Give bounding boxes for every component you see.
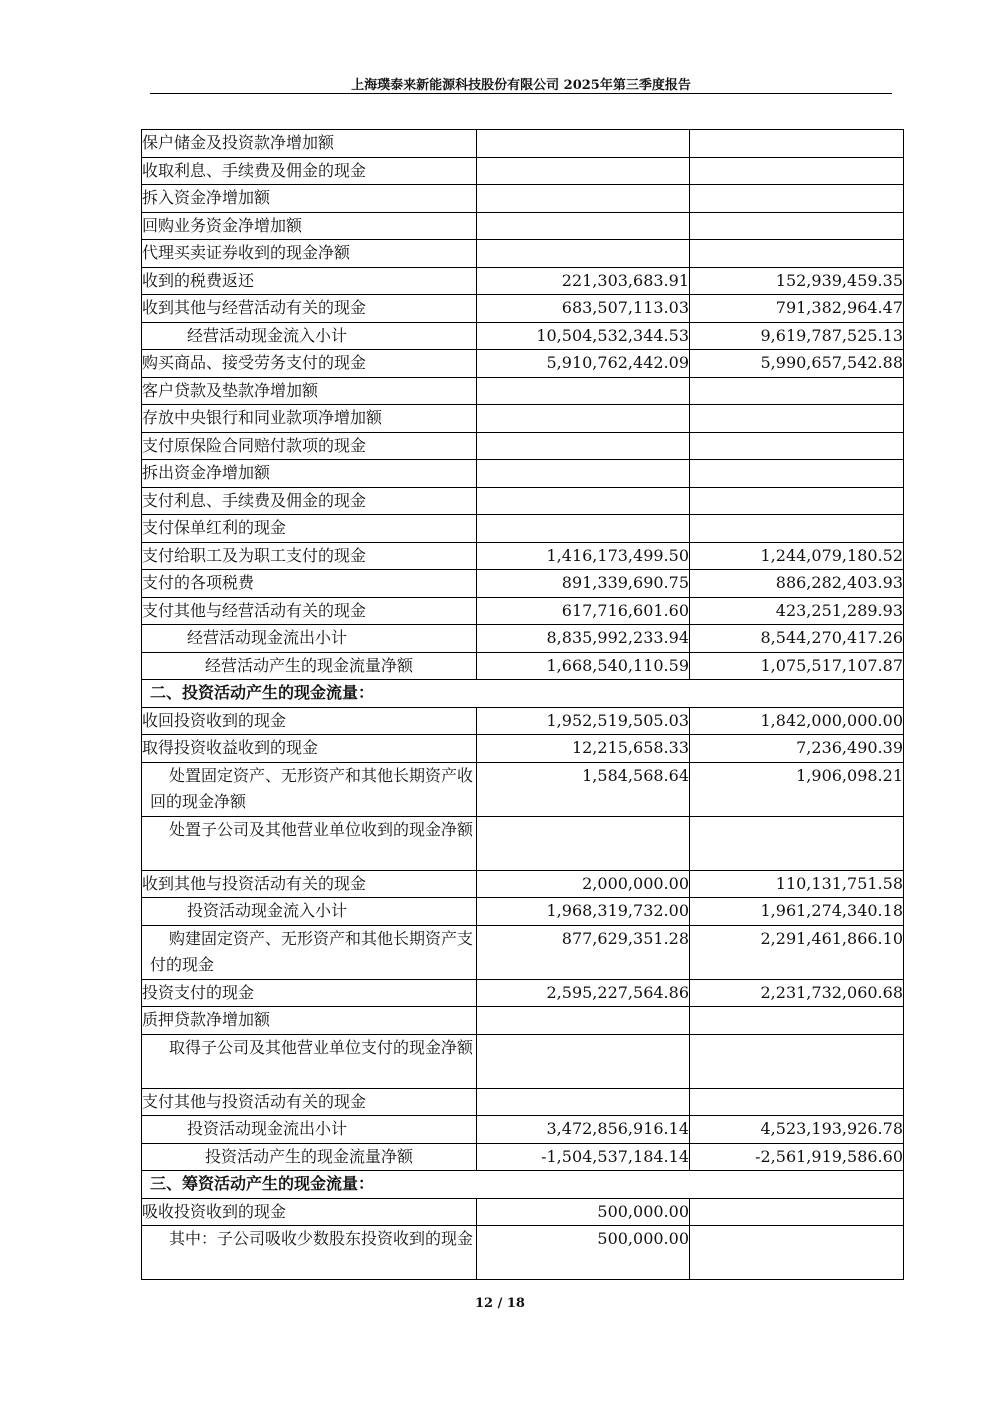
current-period-value <box>477 1088 690 1116</box>
subtotal-row <box>142 625 904 653</box>
current-period-value: 683,507,113.03 <box>477 295 690 323</box>
row-label: 吸收投资收到的现金 <box>142 1198 477 1226</box>
row-label: 支付利息、手续费及佣金的现金 <box>142 487 477 515</box>
prior-period-value: 1,244,079,180.52 <box>690 542 904 570</box>
row-label: 拆入资金净增加额 <box>142 185 477 213</box>
row-label: 投资活动产生的现金流量净额 <box>142 1143 477 1171</box>
prior-period-value: 1,961,274,340.18 <box>690 898 904 926</box>
row-label: 处置固定资产、无形资产和其他长期资产收回的现金净额 <box>142 762 477 816</box>
current-period-value <box>477 1007 690 1035</box>
header-rule <box>150 93 892 94</box>
prior-period-value: -2,561,919,586.60 <box>690 1143 904 1171</box>
table-row <box>142 570 904 598</box>
row-label: 支付其他与经营活动有关的现金 <box>142 597 477 625</box>
prior-period-value <box>690 157 904 185</box>
prior-period-value <box>690 487 904 515</box>
table-row <box>142 762 904 816</box>
table-row <box>142 350 904 378</box>
row-label: 购买商品、接受劳务支付的现金 <box>142 350 477 378</box>
prior-period-value <box>690 1088 904 1116</box>
table-row <box>142 870 904 898</box>
table-row <box>142 487 904 515</box>
prior-period-value: 791,382,964.47 <box>690 295 904 323</box>
current-period-value <box>477 405 690 433</box>
current-period-value: 10,504,532,344.53 <box>477 322 690 350</box>
current-period-value: 221,303,683.91 <box>477 267 690 295</box>
prior-period-value <box>690 377 904 405</box>
current-period-value: 1,668,540,110.59 <box>477 652 690 680</box>
prior-period-value <box>690 432 904 460</box>
row-label: 保户储金及投资款净增加额 <box>142 130 477 158</box>
row-label: 处置子公司及其他营业单位收到的现金净额 <box>142 816 477 870</box>
current-period-value <box>477 487 690 515</box>
row-label: 支付给职工及为职工支付的现金 <box>142 542 477 570</box>
current-period-value: 12,215,658.33 <box>477 735 690 763</box>
current-period-value <box>477 1034 690 1088</box>
current-period-value <box>477 157 690 185</box>
table-row <box>142 267 904 295</box>
current-period-value: 1,584,568.64 <box>477 762 690 816</box>
prior-period-value: 1,842,000,000.00 <box>690 707 904 735</box>
prior-period-value: 423,251,289.93 <box>690 597 904 625</box>
row-label: 投资活动现金流出小计 <box>142 1116 477 1144</box>
row-label: 客户贷款及垫款净增加额 <box>142 377 477 405</box>
current-period-value: 891,339,690.75 <box>477 570 690 598</box>
row-label: 支付保单红利的现金 <box>142 515 477 543</box>
section-header-row <box>142 1171 904 1199</box>
prior-period-value <box>690 1034 904 1088</box>
current-period-value <box>477 432 690 460</box>
net-total-row <box>142 1143 904 1171</box>
row-label: 投资活动现金流入小计 <box>142 898 477 926</box>
row-label: 经营活动现金流入小计 <box>142 322 477 350</box>
row-label: 收回投资收到的现金 <box>142 707 477 735</box>
section-header-row <box>142 680 904 708</box>
prior-period-value: 1,075,517,107.87 <box>690 652 904 680</box>
row-label: 拆出资金净增加额 <box>142 460 477 488</box>
prior-period-value <box>690 185 904 213</box>
prior-period-value: 152,939,459.35 <box>690 267 904 295</box>
page-number: 12 / 18 <box>475 1296 525 1311</box>
table-row <box>142 185 904 213</box>
subtotal-row <box>142 898 904 926</box>
prior-period-value: 9,619,787,525.13 <box>690 322 904 350</box>
prior-period-value <box>690 1226 904 1280</box>
row-label: 收到其他与经营活动有关的现金 <box>142 295 477 323</box>
prior-period-value <box>690 405 904 433</box>
table-row <box>142 212 904 240</box>
prior-period-value: 4,523,193,926.78 <box>690 1116 904 1144</box>
row-label: 投资支付的现金 <box>142 979 477 1007</box>
table-row <box>142 1226 904 1280</box>
row-label: 收取利息、手续费及佣金的现金 <box>142 157 477 185</box>
row-label: 支付原保险合同赔付款项的现金 <box>142 432 477 460</box>
row-label: 回购业务资金净增加额 <box>142 212 477 240</box>
current-period-value: 1,968,319,732.00 <box>477 898 690 926</box>
current-period-value: 1,952,519,505.03 <box>477 707 690 735</box>
row-label: 质押贷款净增加额 <box>142 1007 477 1035</box>
row-label: 收到其他与投资活动有关的现金 <box>142 870 477 898</box>
table-row <box>142 157 904 185</box>
current-period-value: 500,000.00 <box>477 1198 690 1226</box>
cash-flow-table <box>141 129 904 1280</box>
table-row <box>142 515 904 543</box>
table-row <box>142 130 904 158</box>
row-label: 经营活动产生的现金流量净额 <box>142 652 477 680</box>
prior-period-value <box>690 816 904 870</box>
row-label: 购建固定资产、无形资产和其他长期资产支付的现金 <box>142 925 477 979</box>
current-period-value: 3,472,856,916.14 <box>477 1116 690 1144</box>
current-period-value: -1,504,537,184.14 <box>477 1143 690 1171</box>
current-period-value <box>477 240 690 268</box>
prior-period-value <box>690 515 904 543</box>
prior-period-value <box>690 1198 904 1226</box>
current-period-value: 8,835,992,233.94 <box>477 625 690 653</box>
table-row <box>142 707 904 735</box>
row-label: 支付的各项税费 <box>142 570 477 598</box>
row-label: 取得子公司及其他营业单位支付的现金净额 <box>142 1034 477 1088</box>
current-period-value: 617,716,601.60 <box>477 597 690 625</box>
table-row <box>142 1198 904 1226</box>
current-period-value <box>477 185 690 213</box>
prior-period-value: 7,236,490.39 <box>690 735 904 763</box>
table-row <box>142 816 904 870</box>
current-period-value <box>477 816 690 870</box>
current-period-value: 2,595,227,564.86 <box>477 979 690 1007</box>
row-label: 收到的税费返还 <box>142 267 477 295</box>
current-period-value <box>477 515 690 543</box>
current-period-value <box>477 377 690 405</box>
row-label: 其中：子公司吸收少数股东投资收到的现金 <box>142 1226 477 1280</box>
current-period-value <box>477 212 690 240</box>
current-period-value: 1,416,173,499.50 <box>477 542 690 570</box>
prior-period-value: 2,231,732,060.68 <box>690 979 904 1007</box>
row-label: 经营活动现金流出小计 <box>142 625 477 653</box>
row-label: 取得投资收益收到的现金 <box>142 735 477 763</box>
table-row <box>142 925 904 979</box>
net-total-row <box>142 652 904 680</box>
prior-period-value <box>690 240 904 268</box>
current-period-value: 5,910,762,442.09 <box>477 350 690 378</box>
prior-period-value: 8,544,270,417.26 <box>690 625 904 653</box>
page-header: 上海璞泰来新能源科技股份有限公司 2025年第三季度报告 <box>351 78 691 93</box>
row-label: 存放中央银行和同业款项净增加额 <box>142 405 477 433</box>
table-row <box>142 240 904 268</box>
prior-period-value <box>690 460 904 488</box>
prior-period-value <box>690 130 904 158</box>
prior-period-value: 1,906,098.21 <box>690 762 904 816</box>
table-row <box>142 432 904 460</box>
table-row <box>142 405 904 433</box>
table-row <box>142 460 904 488</box>
table-row <box>142 1088 904 1116</box>
table-row <box>142 597 904 625</box>
row-label: 代理买卖证券收到的现金净额 <box>142 240 477 268</box>
table-row <box>142 377 904 405</box>
subtotal-row <box>142 322 904 350</box>
table-row <box>142 542 904 570</box>
current-period-value <box>477 460 690 488</box>
current-period-value: 2,000,000.00 <box>477 870 690 898</box>
prior-period-value: 110,131,751.58 <box>690 870 904 898</box>
table-row <box>142 979 904 1007</box>
subtotal-row <box>142 1116 904 1144</box>
prior-period-value: 2,291,461,866.10 <box>690 925 904 979</box>
table-row <box>142 1034 904 1088</box>
table-row <box>142 295 904 323</box>
table-row <box>142 1007 904 1035</box>
prior-period-value <box>690 1007 904 1035</box>
row-label: 支付其他与投资活动有关的现金 <box>142 1088 477 1116</box>
current-period-value: 500,000.00 <box>477 1226 690 1280</box>
current-period-value <box>477 130 690 158</box>
current-period-value: 877,629,351.28 <box>477 925 690 979</box>
section-title: 三、筹资活动产生的现金流量： <box>142 1171 904 1199</box>
prior-period-value: 886,282,403.93 <box>690 570 904 598</box>
section-title: 二、投资活动产生的现金流量： <box>142 680 904 708</box>
table-row <box>142 735 904 763</box>
prior-period-value <box>690 212 904 240</box>
prior-period-value: 5,990,657,542.88 <box>690 350 904 378</box>
